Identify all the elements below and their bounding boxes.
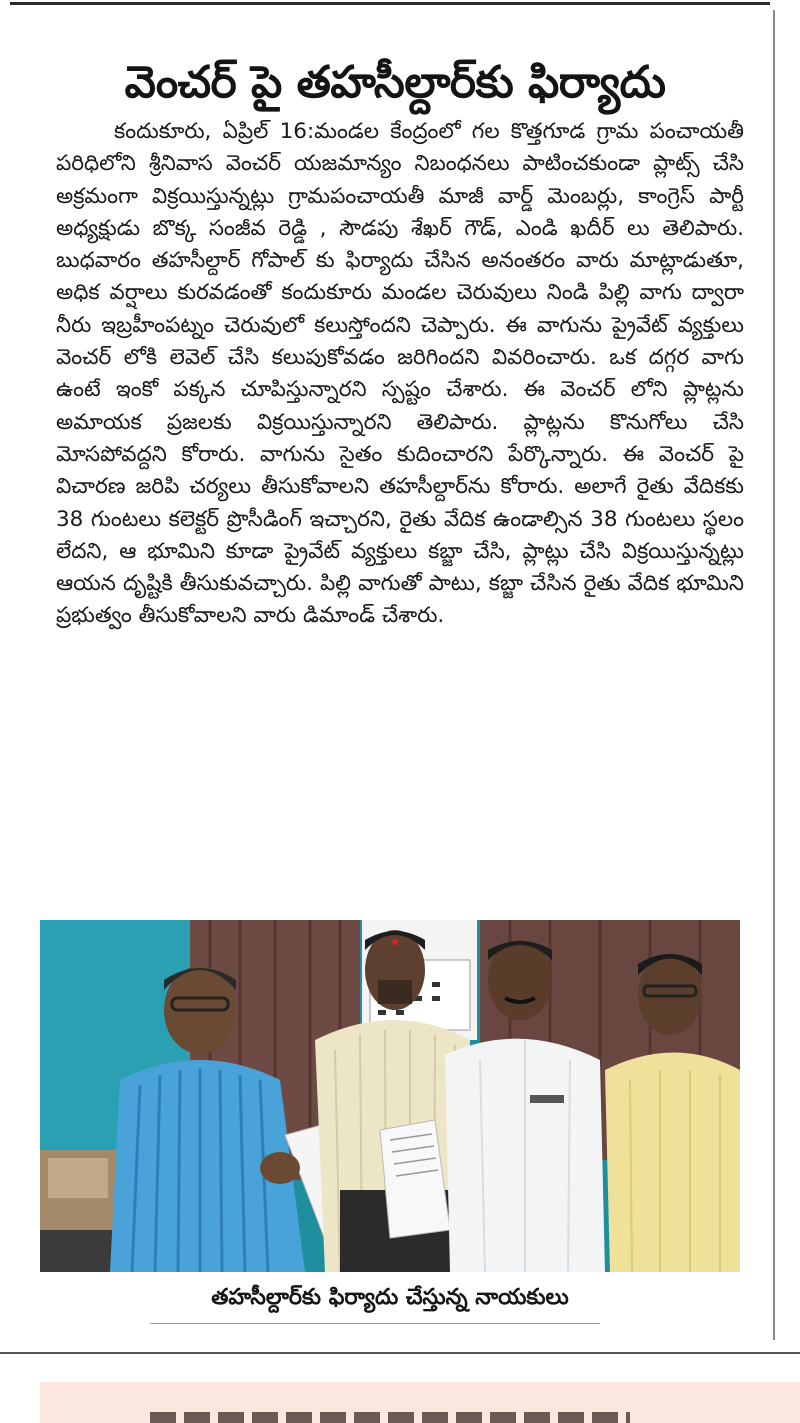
article-paragraph: కందుకూరు, ఏప్రిల్ 16:మండల కేంద్రంలో గల కొత్తగూడ గ్రామ పంచాయతీ పరిధిలోని శ్రీనివాస వెంచర్ యజమాన్యం నిబంధనలు పాటించకుండా ప్లాట్స్ చేసి అక్రమంగా విక్రయిస్తున్నట్లు గ్రామపంచాయతీ మాజీ వార్డ్ మెంబర్లు, కాంగ్రెస్ పార్టీ అధ్యక్షుడు బొక్క సంజీవ రెడ్డి , సౌడపు శేఖర్ గౌడ్, ఎండి ఖదీర్ లు తెలిపారు. బుధవారం తహసీల్దార్ గోపాల్ కు ఫిర్యాదు చేసిన అనంతరం వారు మాట్లాడుతూ, అధిక వర్షాలు కురవడంతో కందుకూరు మండల చెరువులు నిండి పిల్లి వాగు ద్వారా నీరు ఇబ్రహీంపట్నం చెరువులో కలుస్తోందని చెప్పారు. ఈ వాగును ప్రైవేట్ వ్యక్తులు వెంచర్ లోకి లెవెల్ చేసి కలుపుకోవడం జరిగిందని వివరించారు. ఒక దగ్గర వాగు ఉంటే ఇంకో పక్కన చూపిస్తున్నారని స్పష్టం చేశారు. ఈ వెంచర్ లోని ప్లాట్లను అమాయక ప్రజలకు విక్రయిస్తున్నారని తెలిపారు. ప్లాట్లను కొనుగోలు చేసి మోసపోవద్దని కోరారు. వాగును సైతం కుదించారని పేర్కొన్నారు. ఈ వెంచర్ పై విచారణ జరిపి చర్యలు తీసుకోవాలని తహసీల్దార్‌ను కోరారు. అలాగే రైతు వేదికకు 38 గుంటలు కలెక్టర్ ప్రొసీడింగ్ ఇచ్చారని, రైతు వేదిక ఉండాల్సిన 38 గుంటలు స్థలం లేదని, ఆ భూమిని కూడా ప్రైవేట్ వ్యక్తులు కబ్జా చేసి, ప్లాట్లు చేసి విక్రయిస్తున్నట్లు ఆయన దృష్టికి తీసుకువచ్చారు. పిల్లి వాగుతో పాటు, కబ్జా చేసిన రైతు వేదిక భూమిని ప్రభుత్వం తీసుకోవాలని వారు డిమాండ్ చేశారు. xyxy=(56,119,744,629)
photo-caption: తహసీల్దార్‌కు ఫిర్యాదు చేస్తున్న నాయకులు xyxy=(211,1285,569,1310)
article-headline: వెంచర్ పై తహసీల్దార్‌కు ఫిర్యాదు xyxy=(124,57,666,109)
column-rule xyxy=(773,10,775,1340)
next-article-headline-fragment xyxy=(150,1412,630,1423)
top-rule xyxy=(10,2,770,5)
section-divider xyxy=(0,1352,800,1354)
next-article-preview xyxy=(40,1382,800,1423)
article-body xyxy=(56,116,744,633)
article-photo xyxy=(40,920,740,1272)
caption-underline xyxy=(150,1323,600,1324)
